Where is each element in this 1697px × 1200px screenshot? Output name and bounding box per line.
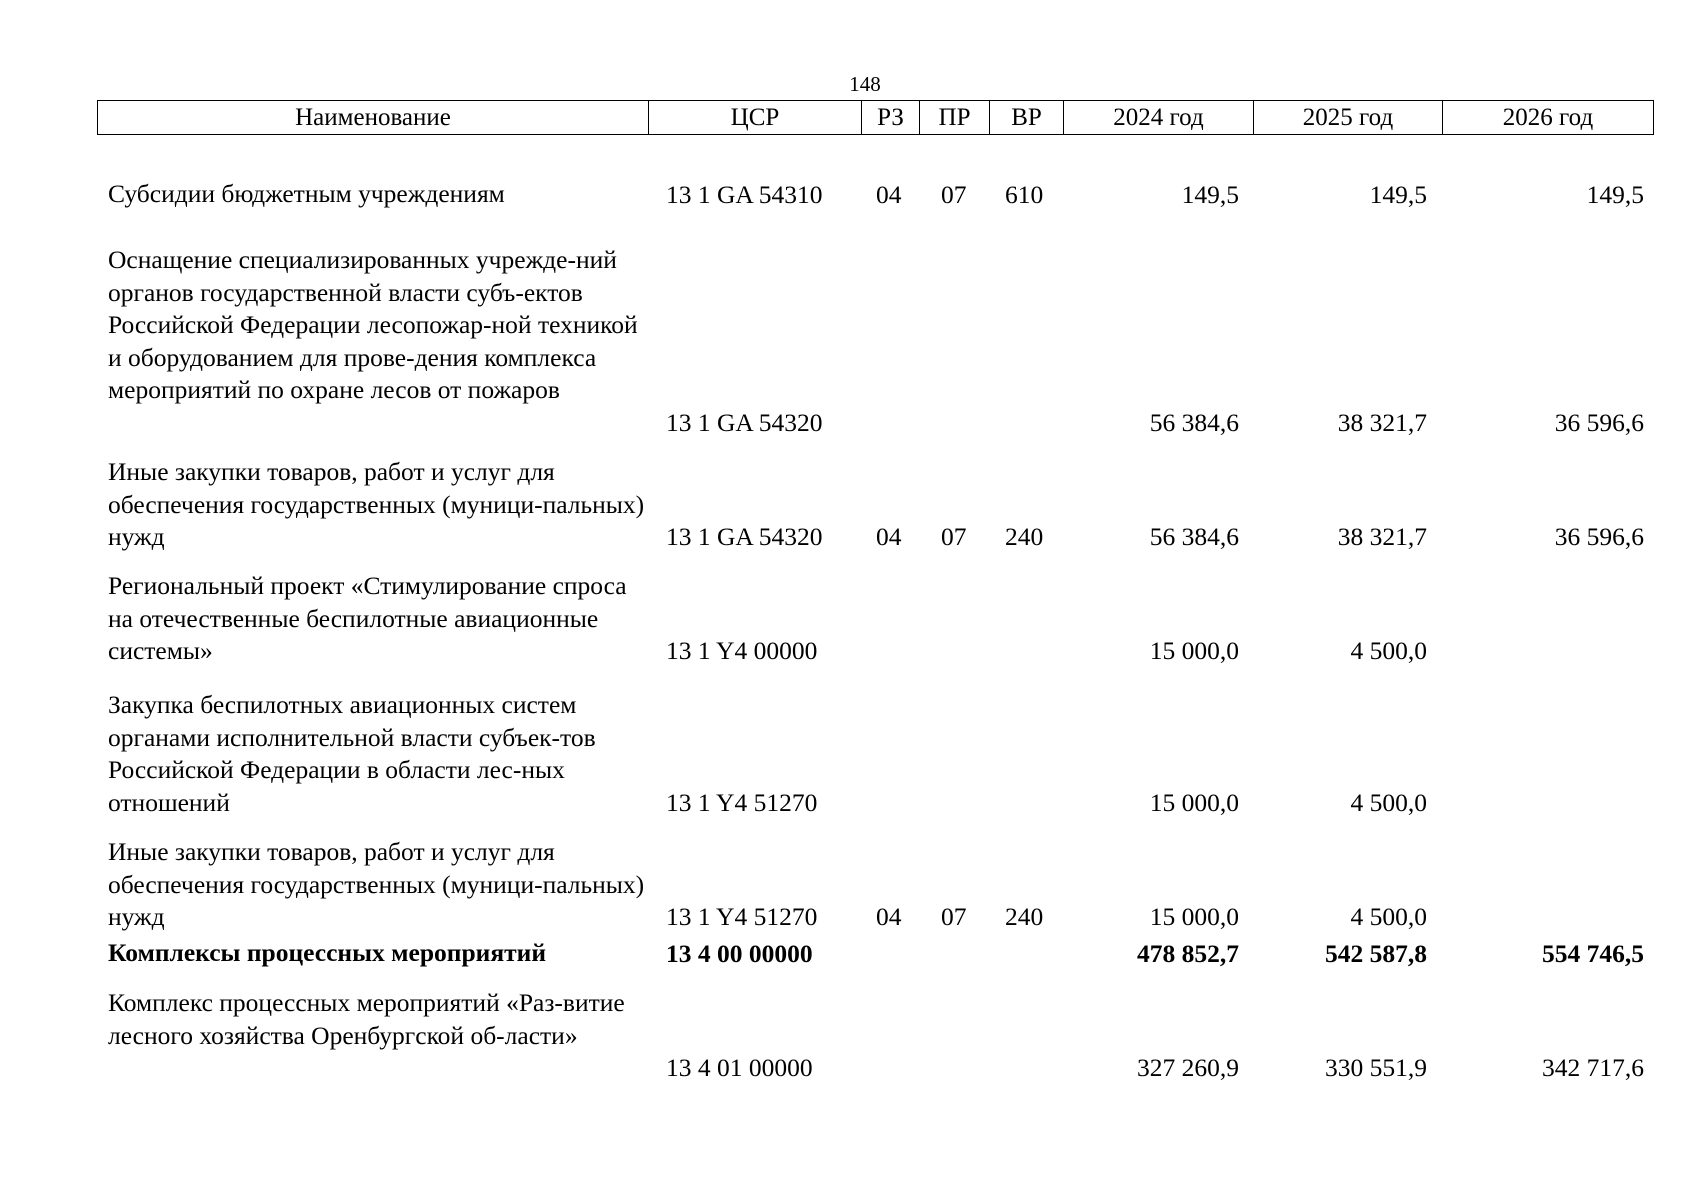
row-csr: 13 4 01 00000 <box>666 1052 813 1082</box>
row-csr: 13 4 00 00000 <box>666 938 813 968</box>
row-name: Иные закупки товаров, работ и услуг для обеспечения государственных (муници-пальных) нужд <box>108 457 645 551</box>
row-rz: 04 <box>876 521 902 551</box>
row-2025: 38 321,7 <box>1337 521 1427 551</box>
row-name: Закупка беспилотных авиационных систем органами исполнительной власти субъек-тов Российской Федерации в области лес-ных отношений <box>108 690 596 817</box>
row-2025: 4 500,0 <box>1350 901 1427 931</box>
table-row <box>0 689 1697 819</box>
row-vr: 240 <box>1005 521 1044 551</box>
header-2024: 2024 год <box>1064 101 1254 135</box>
header-csr: ЦСР <box>649 101 862 135</box>
row-pr: 07 <box>941 901 967 931</box>
table-row <box>0 244 1697 439</box>
row-vr: 610 <box>1005 179 1044 209</box>
table-row <box>0 456 1697 553</box>
row-2024: 56 384,6 <box>1149 521 1239 551</box>
row-2025: 542 587,8 <box>1325 938 1427 968</box>
row-pr: 07 <box>941 521 967 551</box>
row-2025: 4 500,0 <box>1350 635 1427 665</box>
header-name: Наименование <box>98 101 649 135</box>
header-vr: ВР <box>990 101 1064 135</box>
row-vr: 240 <box>1005 901 1044 931</box>
row-2025: 38 321,7 <box>1337 407 1427 437</box>
row-2026: 342 717,6 <box>1542 1052 1644 1082</box>
row-2024: 56 384,6 <box>1149 407 1239 437</box>
row-2025: 4 500,0 <box>1350 787 1427 817</box>
row-rz: 04 <box>876 901 902 931</box>
row-name: Региональный проект «Стимулирование спроса на отечественные беспилотные авиационные системы» <box>108 571 627 665</box>
row-name: Субсидии бюджетным учреждениям <box>108 179 505 208</box>
row-2024: 478 852,7 <box>1137 938 1239 968</box>
row-2024: 149,5 <box>1181 179 1239 209</box>
header-pr: ПР <box>920 101 990 135</box>
row-name: Оснащение специализированных учрежде-ний органов государственной власти субъ-ектов Российской Федерации лесопожар-ной техникой и оборудованием для прове-дения комплекса мероприятий по охране лесов от пожаров <box>108 245 638 404</box>
row-csr: 13 1 Y4 51270 <box>666 787 818 817</box>
row-name: Комплексы процессных мероприятий <box>108 938 547 967</box>
row-2024: 15 000,0 <box>1149 635 1239 665</box>
page-number: 148 <box>849 72 881 96</box>
header-rz: РЗ <box>862 101 920 135</box>
row-2026: 149,5 <box>1586 179 1644 209</box>
row-csr: 13 1 Y4 51270 <box>666 901 818 931</box>
row-2024: 15 000,0 <box>1149 787 1239 817</box>
row-2024: 327 260,9 <box>1137 1052 1239 1082</box>
row-csr: 13 1 GA 54320 <box>666 521 823 551</box>
row-pr: 07 <box>941 179 967 209</box>
header-2025: 2025 год <box>1254 101 1443 135</box>
table-row <box>0 937 1697 970</box>
row-2024: 15 000,0 <box>1149 901 1239 931</box>
row-csr: 13 1 GA 54310 <box>666 179 823 209</box>
table-row <box>0 836 1697 933</box>
row-rz: 04 <box>876 179 902 209</box>
row-name: Иные закупки товаров, работ и услуг для обеспечения государственных (муници-пальных) нужд <box>108 837 645 931</box>
table-row <box>0 570 1697 667</box>
table-header <box>97 100 1654 135</box>
row-2025: 330 551,9 <box>1325 1052 1427 1082</box>
header-2026: 2026 год <box>1443 101 1654 135</box>
row-2026: 554 746,5 <box>1542 938 1644 968</box>
row-2026: 36 596,6 <box>1554 407 1644 437</box>
row-2026: 36 596,6 <box>1554 521 1644 551</box>
row-2025: 149,5 <box>1369 179 1427 209</box>
row-csr: 13 1 GA 54320 <box>666 407 823 437</box>
table-row <box>0 178 1697 211</box>
row-csr: 13 1 Y4 00000 <box>666 635 818 665</box>
row-name: Комплекс процессных мероприятий «Раз-витие лесного хозяйства Оренбургской об-ласти» <box>108 988 625 1050</box>
table-row <box>0 987 1697 1084</box>
